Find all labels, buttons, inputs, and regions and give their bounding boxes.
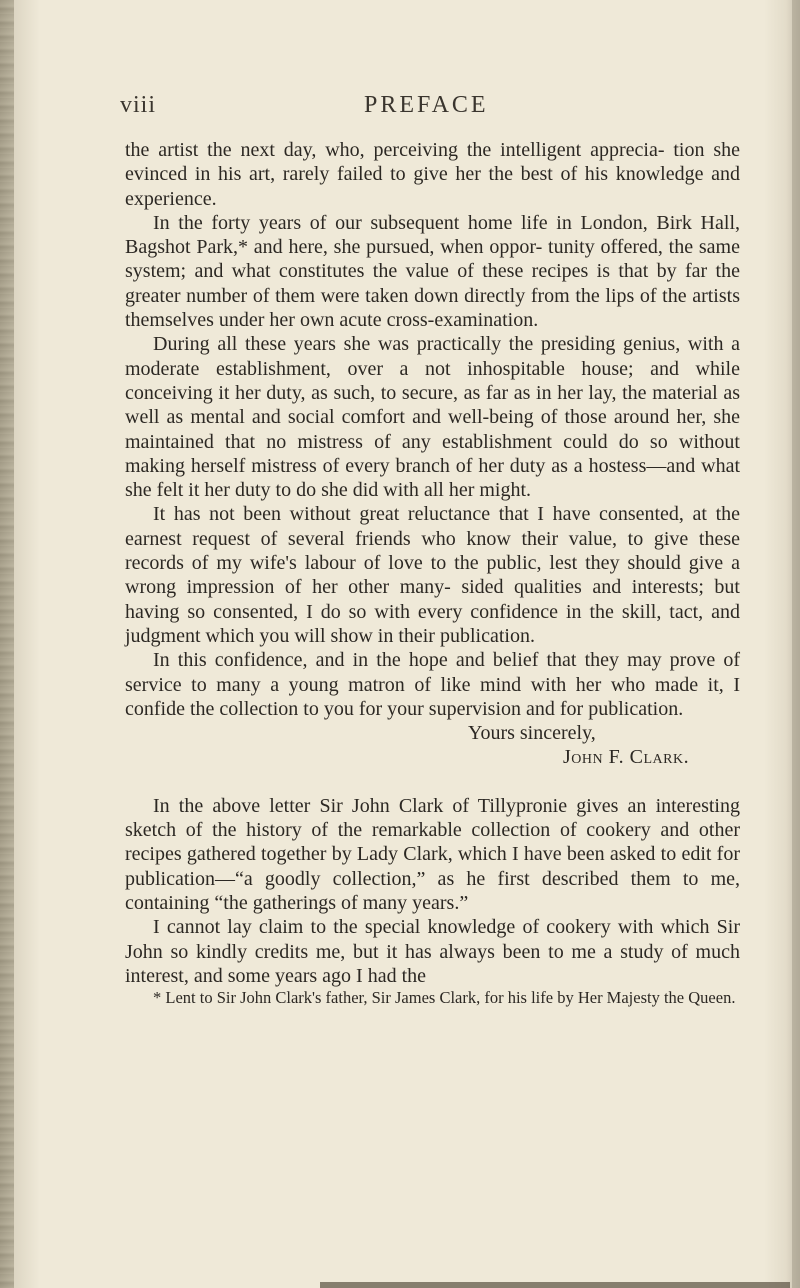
page-number: viii: [120, 92, 157, 118]
paragraph: During all these years she was practically the presiding genius, with a moderate establishment, over a not inhospitable house; and while conceiving it her duty, as such, to secure, as far as in her lay, the material as well as mental and social comfort and well-being of those around her, she maintained that no mistress of any establishment could do so without making herself mistress of every branch of her duty as a hostess—and what she felt it her duty to do she did with all her might.: [125, 333, 740, 502]
section-gap: [125, 770, 740, 794]
page-edge-shadow: [792, 0, 800, 1288]
body-text: [125, 138, 740, 1007]
page-bottom-edge: [320, 1282, 790, 1288]
running-head: PREFACE: [364, 92, 489, 118]
page-header: [120, 92, 740, 124]
paragraph: It has not been without great reluctance that I have consented, at the earnest request of several friends who know their value, to give these records of my wife's labour of love to the public, lest they should give a wrong impression of her other many- sided qualities and interests; but having so consented, I do so with every confidence in the skill, tact, and judgment which you will show in their publication.: [125, 503, 740, 647]
footnote: * Lent to Sir John Clark's father, Sir James Clark, for his life by Her Majesty the Queen.: [153, 988, 736, 1008]
paragraph: In this confidence, and in the hope and belief that they may prove of service to many a young matron of like mind with her who made it, I confide the collection to you for your supervision and for publication.: [125, 649, 740, 720]
paragraph: In the forty years of our subsequent home life in London, Birk Hall, Bagshot Park,* and here, she pursued, when oppor- tunity offered, the same system; and what constitutes the value of these recipes is that by far the greater number of them were taken down directly from the lips of the artists themselves under her own acute cross-examination.: [125, 211, 740, 332]
editor-paragraph: I cannot lay claim to the special knowledge of cookery with which Sir John so kindly credits me, but it has always been to me a study of much interest, and some years ago I had the: [125, 916, 740, 987]
page-binding-shadow: [0, 0, 14, 1288]
closing: Yours sincerely,: [468, 722, 596, 745]
signature: John F. Clark.: [563, 746, 690, 769]
editor-paragraph: In the above letter Sir John Clark of Tillypronie gives an interesting sketch of the history of the remarkable collection of cookery and other recipes gathered together by Lady Clark, which I have been asked to edit for publication—“a goodly collection,” as he first described them to me, containing “the gatherings of many years.”: [125, 794, 740, 914]
paragraph: the artist the next day, who, perceiving the intelligent apprecia- tion she evinced in his art, rarely failed to give her the best of his knowledge and experience.: [125, 139, 740, 210]
